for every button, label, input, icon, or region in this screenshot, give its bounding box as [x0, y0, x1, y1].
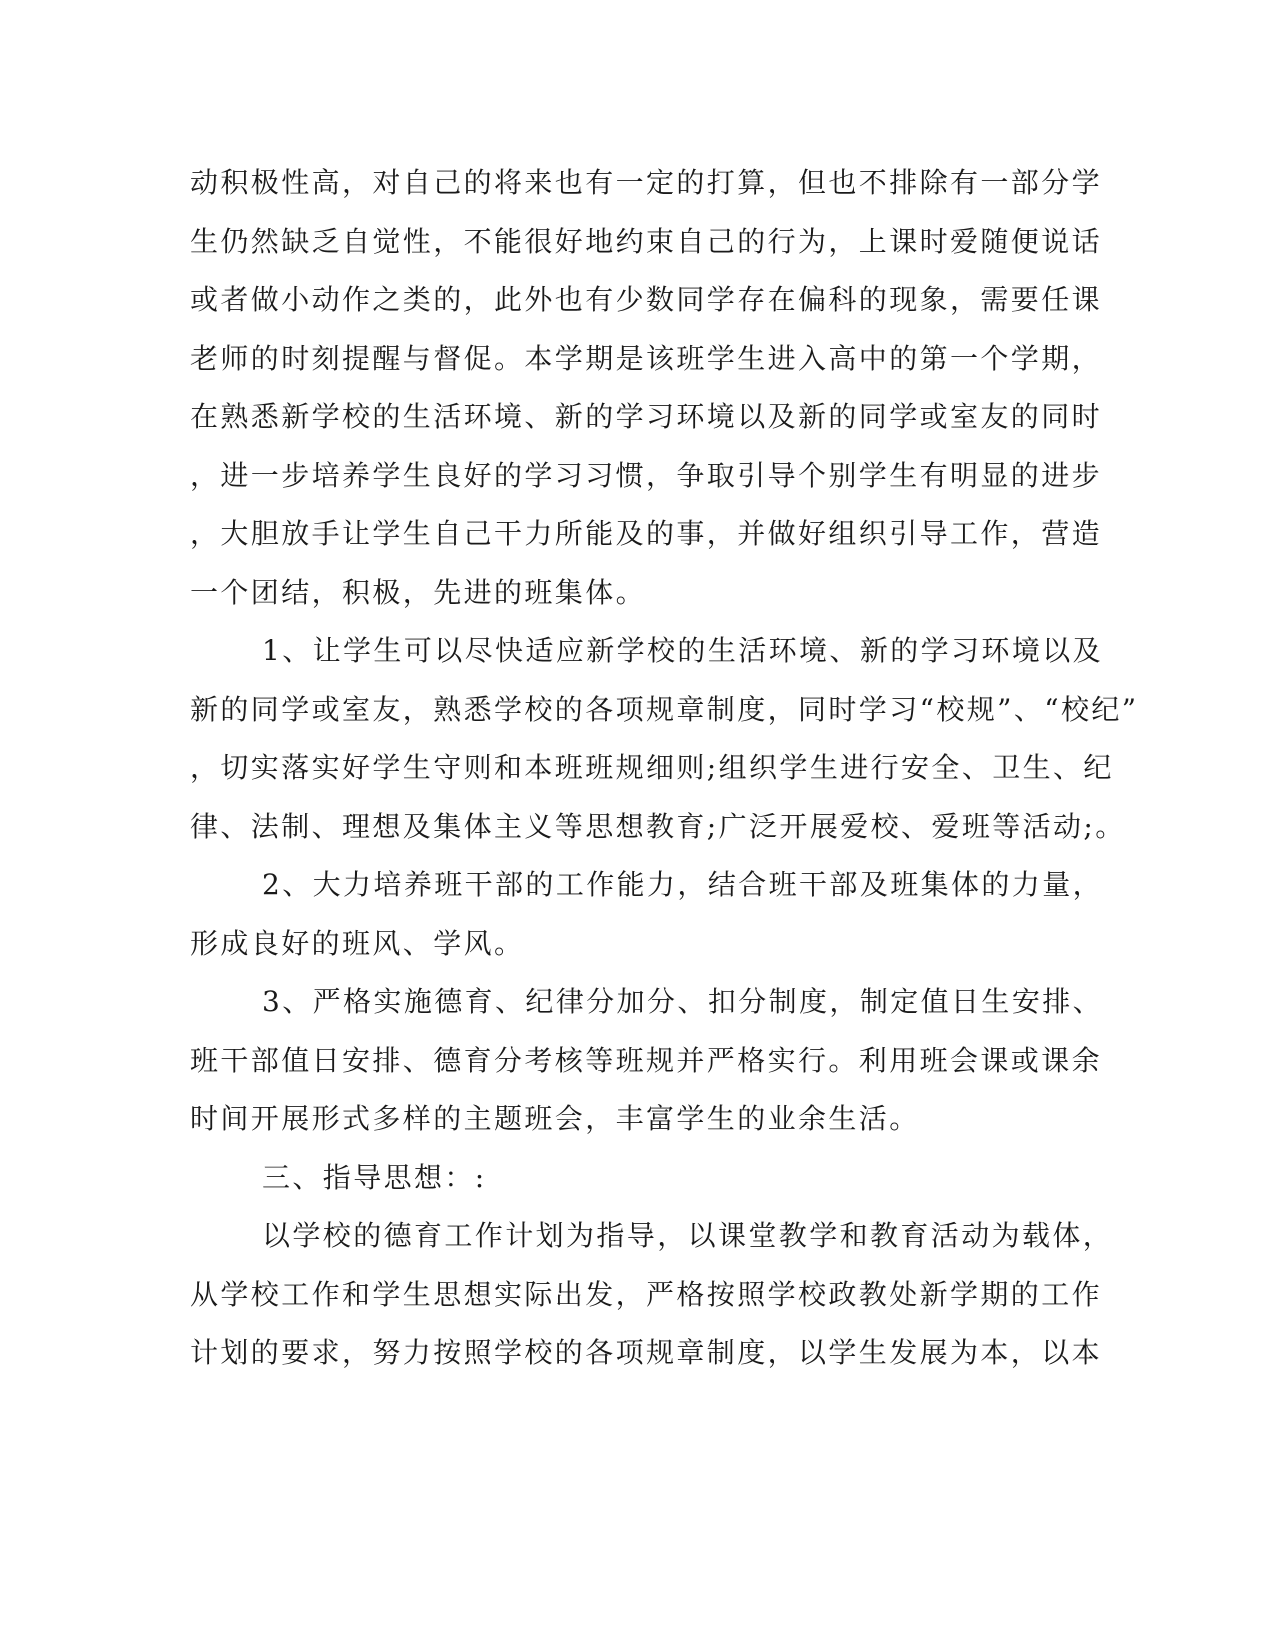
text-line: ，切实落实好学生守则和本班班规细则;组织学生进行安全、卫生、纪 [190, 751, 1114, 784]
text-line: 新的同学或室友，熟悉学校的各项规章制度，同时学习“校规”、“校纪” [190, 693, 1139, 726]
text-line: 从学校工作和学生思想实际出发，严格按照学校政教处新学期的工作 [190, 1278, 1103, 1311]
text-line: 在熟悉新学校的生活环境、新的学习环境以及新的同学或室友的同时 [190, 400, 1103, 433]
text-line: 计划的要求，努力按照学校的各项规章制度，以学生发展为本，以本 [190, 1336, 1103, 1369]
text-line: 律、法制、理想及集体主义等思想教育;广泛开展爱校、爱班等活动;。 [190, 810, 1126, 843]
text-line: ，大胆放手让学生自己干力所能及的事，并做好组织引导工作，营造 [190, 517, 1103, 550]
text-line: 老师的时刻提醒与督促。本学期是该班学生进入高中的第一个学期， [190, 342, 1103, 375]
text-line: 班干部值日安排、德育分考核等班规并严格实行。利用班会课或课余 [190, 1044, 1103, 1077]
text-line: 形成良好的班风、学风。 [190, 927, 525, 960]
text-line: 一个团结，积极，先进的班集体。 [190, 576, 647, 609]
text-line: ，进一步培养学生良好的学习习惯，争取引导个别学生有明显的进步 [190, 459, 1103, 492]
list-item-3: 3、严格实施德育、纪律分加分、扣分制度，制定值日生安排、 [262, 985, 1104, 1018]
list-item-1: 1、让学生可以尽快适应新学校的生活环境、新的学习环境以及 [262, 634, 1104, 667]
text-line: 动积极性高，对自己的将来也有一定的打算，但也不排除有一部分学 [190, 166, 1103, 199]
text-line: 生仍然缺乏自觉性，不能很好地约束自己的行为，上课时爱随便说话 [190, 225, 1103, 258]
text-line: 或者做小动作之类的，此外也有少数同学存在偏科的现象，需要任课 [190, 283, 1103, 316]
section-heading: 三、指导思想：: [262, 1161, 487, 1194]
text-line: 时间开展形式多样的主题班会，丰富学生的业余生活。 [190, 1102, 920, 1135]
list-item-2: 2、大力培养班干部的工作能力，结合班干部及班集体的力量， [262, 868, 1104, 901]
text-line: 以学校的德育工作计划为指导，以课堂教学和教育活动为载体， [262, 1219, 1114, 1252]
